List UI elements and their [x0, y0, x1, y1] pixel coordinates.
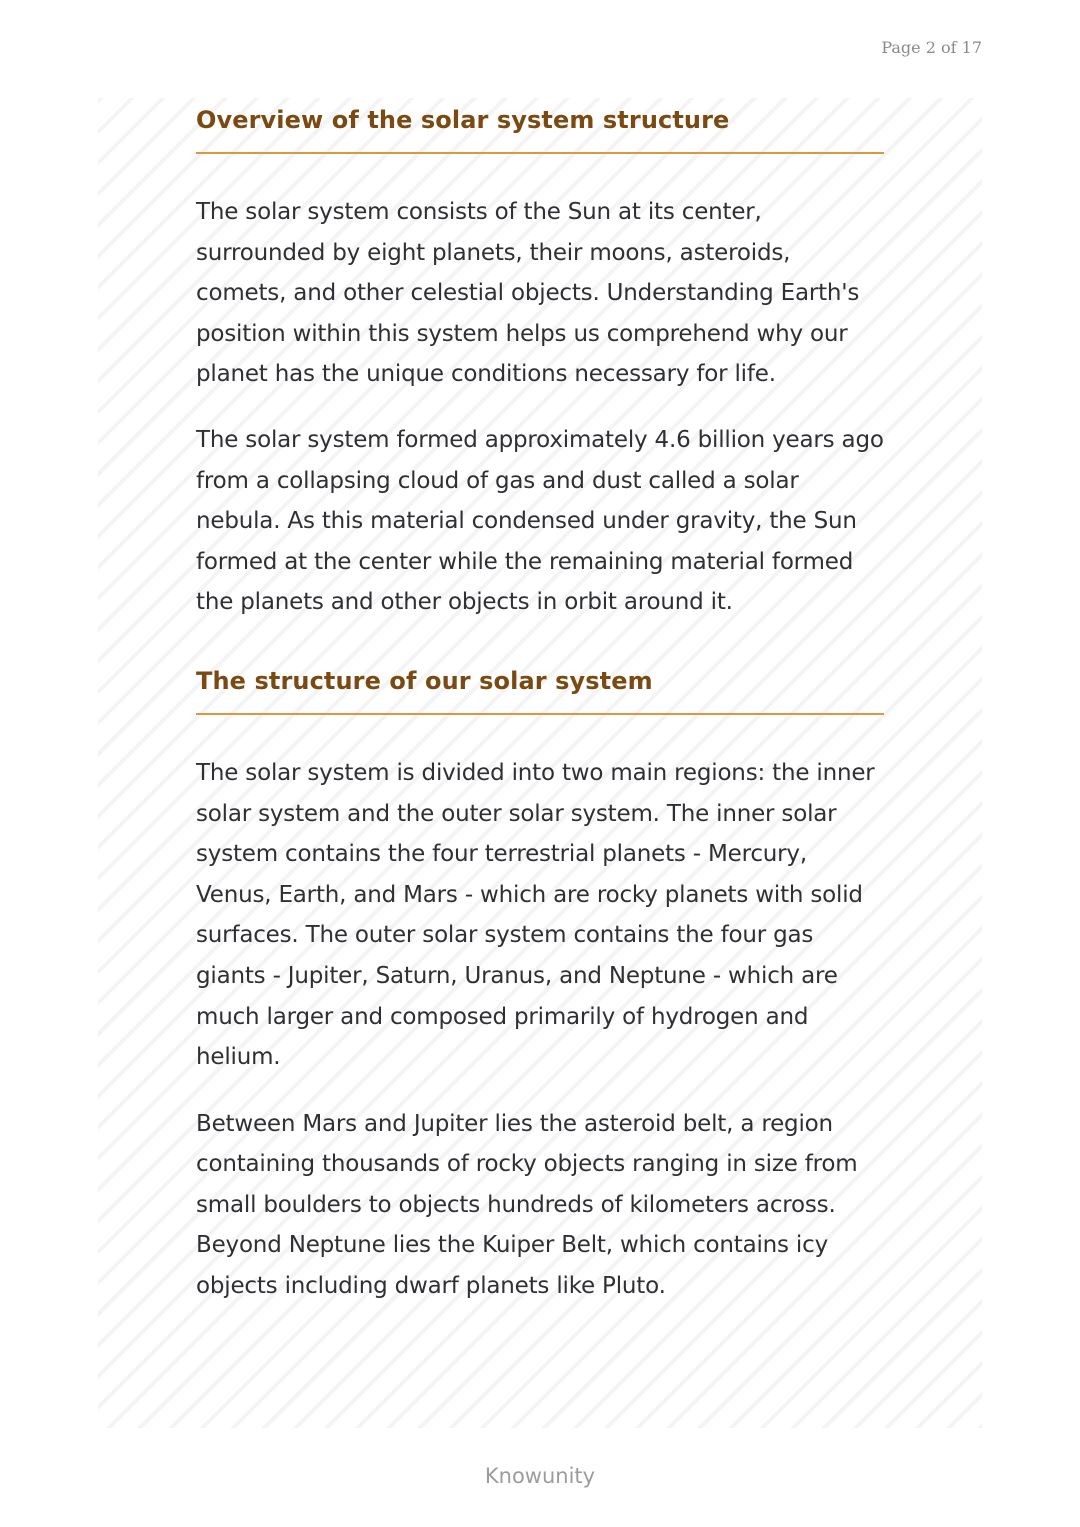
paragraph: The solar system consists of the Sun at its center, surrounded by eight planets, their moons, asteroids, comets, and other celestial objects. Understanding Earth's position within this system helps us comprehend why our planet has the unique conditions necessary for life. [196, 199, 860, 388]
section-heading: The structure of our solar system [196, 666, 653, 695]
section-divider [196, 713, 884, 715]
section-overview [196, 98, 884, 623]
page-number: Page 2 of 17 [881, 38, 982, 57]
paragraph: Between Mars and Jupiter lies the asteroid belt, a region containing thousands of rocky objects ranging in size from small boulders to objects hundreds of kilometers across. Beyond Neptune lies the Kuiper Belt, which contains icy objects including dwarf planets like Pluto. [196, 1110, 858, 1300]
section-structure [196, 667, 884, 1307]
section-heading: Overview of the solar system structure [196, 106, 730, 134]
footer-brand-logo: Knowunity [484, 1464, 596, 1488]
paragraph: The solar system formed approximately 4.6 billion years ago from a collapsing cloud of gas and dust called a solar nebula. As this material condensed under gravity, the Sun formed at the center while the remaining material formed the planets and other objects in orbit around it. [196, 426, 884, 616]
document-content [196, 98, 884, 1307]
paragraph: The solar system is divided into two main regions: the inner solar system and the outer solar system. The inner solar system contains the four terrestrial planets - Mercury, Venus, Earth, and Mars - which are rocky planets with solid surfaces. The outer solar system contains the four gas giants - Jupiter, Saturn, Uranus, and Neptune - which are much larger and composed primarily of hydrogen and helium. [196, 759, 875, 1071]
section-divider [196, 152, 884, 154]
